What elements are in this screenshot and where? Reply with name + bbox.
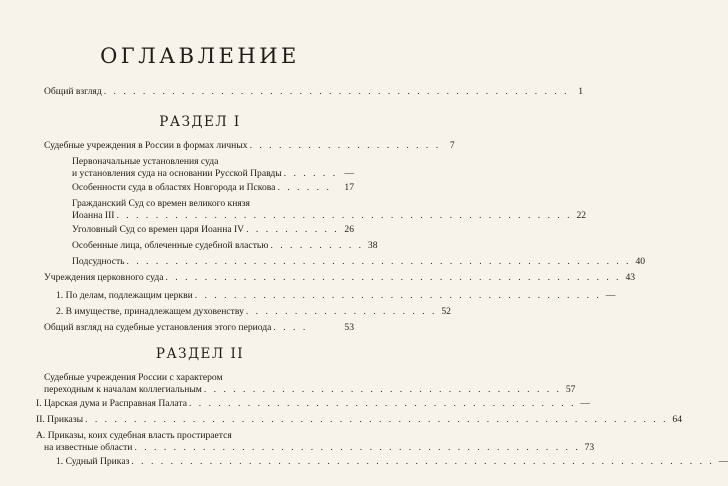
toc-entry-text: Особенные лица, облеченные судебной властью	[72, 240, 269, 251]
toc-entry	[36, 430, 595, 454]
toc-entry	[56, 290, 616, 302]
leader-dots: . . . . . . . . . . . . . . . . . . . . . . . . . . . . . . . . . . . . . . . . . . . . . . . . . . . .	[126, 256, 632, 267]
section-heading-2: РАЗДЕЛ II	[155, 346, 245, 362]
leader-dots: . . . . . . . . . . . . . . . . . . . . . . . . . . . . . . . . . . . . . . . . . . . . . . .	[165, 272, 622, 283]
toc-entry-text: I. Царская дума и Расправная Палата	[36, 398, 187, 409]
leader-dots: . . . . . . . . . . . . . . . . . . . . . . . . . . . . . . . . . . . . . . . . . . . . . . . . . . . . . . . . . . . .	[85, 414, 668, 425]
toc-entry-text: Особенности суда в областях Новгорода и Пскова	[72, 182, 276, 193]
leader-dots: . . . . . . . . . . . . . . . . . . . .	[245, 306, 437, 317]
leader-dots: . . . . . . . . . . . . . . . . . . . . . . . . . . . . . . . . . . . . . . . .	[188, 398, 576, 409]
toc-entry	[72, 256, 646, 268]
leader-dots: . . . . . .	[283, 167, 338, 179]
toc-entry-text: Иоанна III	[72, 209, 115, 221]
toc-entry-text: и установления суда на основании Русской Правды	[72, 167, 282, 179]
toc-entry	[44, 322, 354, 334]
toc-entry-text-line1: Первоначальные установления суда	[72, 156, 219, 167]
toc-entry-page: 22	[576, 209, 587, 221]
leader-dots: . . . . . . . . . . . . . . . . . . . . . . . . . . . . . . . . . . . . . . . . . .	[194, 290, 602, 301]
toc-entry-intro	[44, 86, 584, 98]
leader-dots: . . . . . . . . . . . . . . . . . . . . . . . . . . . . . . . . . . . . . . . . . . . . . . .	[116, 209, 573, 221]
leader-dots: . . . . . . . . . .	[270, 240, 364, 251]
toc-entry	[44, 272, 636, 284]
toc-entry	[56, 456, 728, 468]
toc-entry-page: —	[718, 456, 728, 467]
toc-entry-page: 53	[344, 322, 354, 333]
toc-entry-text: 1. По делам, подлежащим церкви	[56, 290, 193, 301]
toc-entry-page: 43	[625, 272, 636, 283]
toc-entry-page: 40	[635, 256, 646, 267]
toc-entry	[72, 224, 354, 236]
toc-entry-page: 26	[344, 224, 354, 235]
toc-entry	[44, 140, 455, 152]
leader-dots: . . . . . . . . . .	[246, 224, 340, 235]
toc-entry	[72, 182, 354, 194]
page-title: ОГЛАВЛЕНИЕ	[100, 44, 300, 68]
toc-entry-text: II. Приказы	[36, 414, 84, 425]
toc-entry-text-line1: А. Приказы, коих судебная власть простирается	[36, 430, 232, 441]
toc-entry-page: 57	[565, 383, 576, 395]
toc-entry-page: 73	[584, 441, 595, 453]
leader-dots: . . . . . . . . . . . . . . . . . . . . . . . . . . . . . . . . . . . . . . . . . . . . . . . . . . . . . . . . . . . .	[131, 456, 715, 467]
section-heading-1: РАЗДЕЛ I	[159, 114, 241, 130]
toc-entry-text: 1. Судный Приказ	[56, 456, 130, 467]
toc-entry-page: —	[344, 167, 354, 179]
toc-entry	[36, 398, 590, 410]
toc-entry	[44, 372, 576, 396]
toc-entry-text: Общий взгляд на судебные установления этого периода	[44, 322, 272, 333]
toc-entry-text: Общий взгляд	[44, 86, 102, 97]
toc-entry	[36, 414, 682, 426]
toc-entry-page: 52	[441, 306, 451, 317]
leader-dots: . . . . . . . . . . . . . . . . . . . . . . . . . . . . . . . . . . . . . . . . . . . . . .	[134, 441, 581, 453]
toc-entry-text: Подсудность	[72, 256, 125, 267]
toc-entry	[56, 306, 451, 318]
leader-dots: . . . . . . . . . . . . . . . . . . . . . . . . . . . . . . . . . . . . .	[203, 383, 562, 395]
toc-entry-text: на известные области	[44, 441, 133, 453]
toc-entry-text: Судебные учреждения в России в формах личных	[44, 140, 248, 151]
toc-entry-page: 38	[367, 240, 378, 251]
leader-dots: . . . . . . . . . . . . . . . . . . . .	[249, 140, 441, 151]
toc-entry-text: переходным к началам коллегиальным	[44, 383, 202, 395]
leader-dots: . . . . . . . . . . . . . . . . . . . . . . . . . . . . . . . . . . . . . . . . . . . . . . . .	[103, 86, 570, 97]
toc-entry-text: Уголовный Суд со времен царя Иоанна IV	[72, 224, 245, 235]
toc-entry-page: —	[605, 290, 616, 301]
toc-entry-page: 17	[344, 182, 354, 193]
toc-entry-page: 64	[672, 414, 682, 425]
toc-entry-text-line1: Гражданский Суд со времен великого князя	[72, 198, 250, 209]
toc-entry-text: Учреждения церковного суда	[44, 272, 164, 283]
leader-dots: . . . . . .	[277, 182, 332, 193]
toc-entry-page: —	[580, 398, 590, 409]
toc-entry	[72, 240, 378, 252]
toc-entry-text-line1: Судебные учреждения России с характером	[44, 372, 223, 383]
toc-entry	[72, 156, 354, 180]
toc-entry-page: 7	[449, 140, 455, 151]
leader-dots: . . . .	[273, 322, 308, 333]
toc-entry-page: 1	[578, 86, 584, 97]
toc-entry-text: 2. В имуществе, принадлежащем духовенству	[56, 306, 244, 317]
toc-entry	[72, 198, 587, 222]
